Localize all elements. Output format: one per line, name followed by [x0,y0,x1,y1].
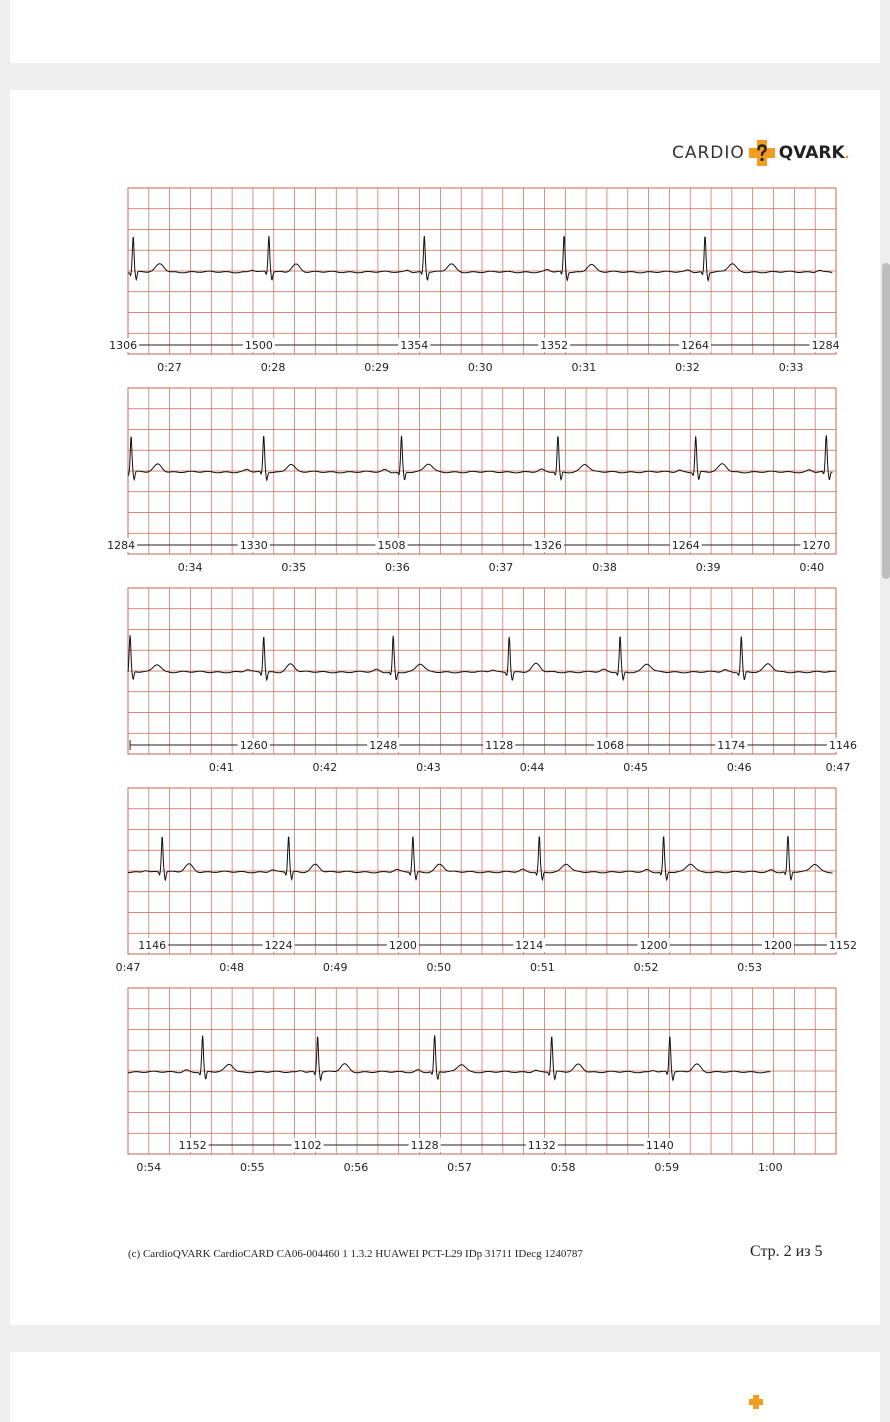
scrollbar-thumb[interactable] [882,263,890,579]
ecg-strip-3 [100,585,857,780]
rr-label: 1326 [533,539,562,552]
rr-label: 1146 [829,739,857,752]
rr-label: 1200 [763,939,792,952]
ecg-grid [128,188,836,354]
rr-label: 1264 [681,339,710,352]
time-label: 0:51 [530,961,555,974]
time-label: 0:53 [737,961,762,974]
rr-label: 1128 [485,739,514,752]
rr-label: 1508 [377,539,406,552]
time-label: 1:00 [757,1161,783,1174]
ecg-grid [128,788,836,954]
rr-label: 1152 [829,939,857,952]
rr-label: 1270 [802,539,831,552]
ecg-trace [128,1035,770,1080]
ecg-strip-1 [100,185,845,380]
rr-label: 1152 [178,1139,207,1152]
time-label: 0:39 [695,561,721,574]
time-label: 0:32 [675,361,700,374]
ecg-strip-4 [100,785,857,980]
logo-cardio-text: CARDIO [672,143,745,163]
rr-label: 1284 [811,339,840,352]
time-label: 0:45 [623,761,648,774]
ecg-trace [128,236,832,281]
time-label: 0:54 [136,1161,162,1174]
rr-label: 1068 [596,739,625,752]
time-label: 0:35 [281,561,307,574]
rr-label: 1224 [264,939,293,952]
time-label: 0:33 [778,361,804,374]
time-label: 0:59 [654,1161,680,1174]
rr-label: 1352 [540,339,569,352]
time-label: 0:40 [799,561,825,574]
ecg-trace [128,837,833,880]
rr-label: 1260 [239,739,268,752]
previous-page [10,0,880,63]
time-label: 0:55 [239,1161,265,1174]
time-label: 0:34 [177,561,203,574]
time-label: 0:42 [312,761,338,774]
rr-label: 1284 [107,539,136,552]
time-label: 0:48 [219,961,244,974]
time-label: 0:30 [467,361,493,374]
time-label: 0:57 [447,1161,472,1174]
rr-label: 1214 [515,939,544,952]
rr-label: 1248 [369,739,398,752]
cardioqvark-logo [672,138,849,168]
footer-device-info: (c) CardioQVARK CardioCARD CA06-004460 1 1.3.2 HUAWEI PCT-L29 IDp 31711 IDecg 1240787 [128,1248,583,1260]
logo-fragment-icon [749,1395,763,1409]
page-number: Стр. 2 из 5 [750,1243,823,1260]
rr-label: 1132 [527,1139,556,1152]
rr-label: 1140 [645,1139,674,1152]
time-label: 0:52 [633,961,659,974]
time-label: 0:29 [364,361,389,374]
rr-label: 1200 [388,939,417,952]
ecg-grid [128,988,836,1154]
time-label: 0:56 [343,1161,369,1174]
time-label: 0:50 [426,961,452,974]
ecg-strip-2 [100,385,845,580]
logo-qvark-text: QVARK [778,143,845,163]
time-label: 0:47 [825,761,851,774]
question-cross-icon [749,140,775,166]
time-label: 0:27 [157,361,182,374]
rr-label: 1128 [410,1139,439,1152]
time-label: 0:44 [519,761,545,774]
rr-label: 1330 [239,539,268,552]
rr-label: 1102 [293,1139,322,1152]
time-label: 0:47 [115,961,141,974]
ecg-strip-5 [100,985,845,1180]
ecg-trace [128,435,833,480]
rr-label: 1174 [717,739,746,752]
time-label: 0:46 [726,761,752,774]
time-label: 0:36 [385,561,410,574]
rr-label: 1306 [109,339,138,352]
time-label: 0:49 [322,961,348,974]
time-label: 0:38 [592,561,617,574]
time-label: 0:41 [208,761,234,774]
next-page [10,1352,880,1422]
time-label: 0:28 [260,361,286,374]
rr-label: 1264 [671,539,700,552]
time-label: 0:37 [488,561,514,574]
rr-label: 1200 [639,939,668,952]
time-label: 0:58 [550,1161,576,1174]
rr-label: 1500 [244,339,273,352]
time-label: 0:43 [416,761,441,774]
rr-label: 1146 [138,939,167,952]
rr-label: 1354 [400,339,429,352]
logo-dot: . [844,143,850,162]
time-label: 0:31 [571,361,597,374]
